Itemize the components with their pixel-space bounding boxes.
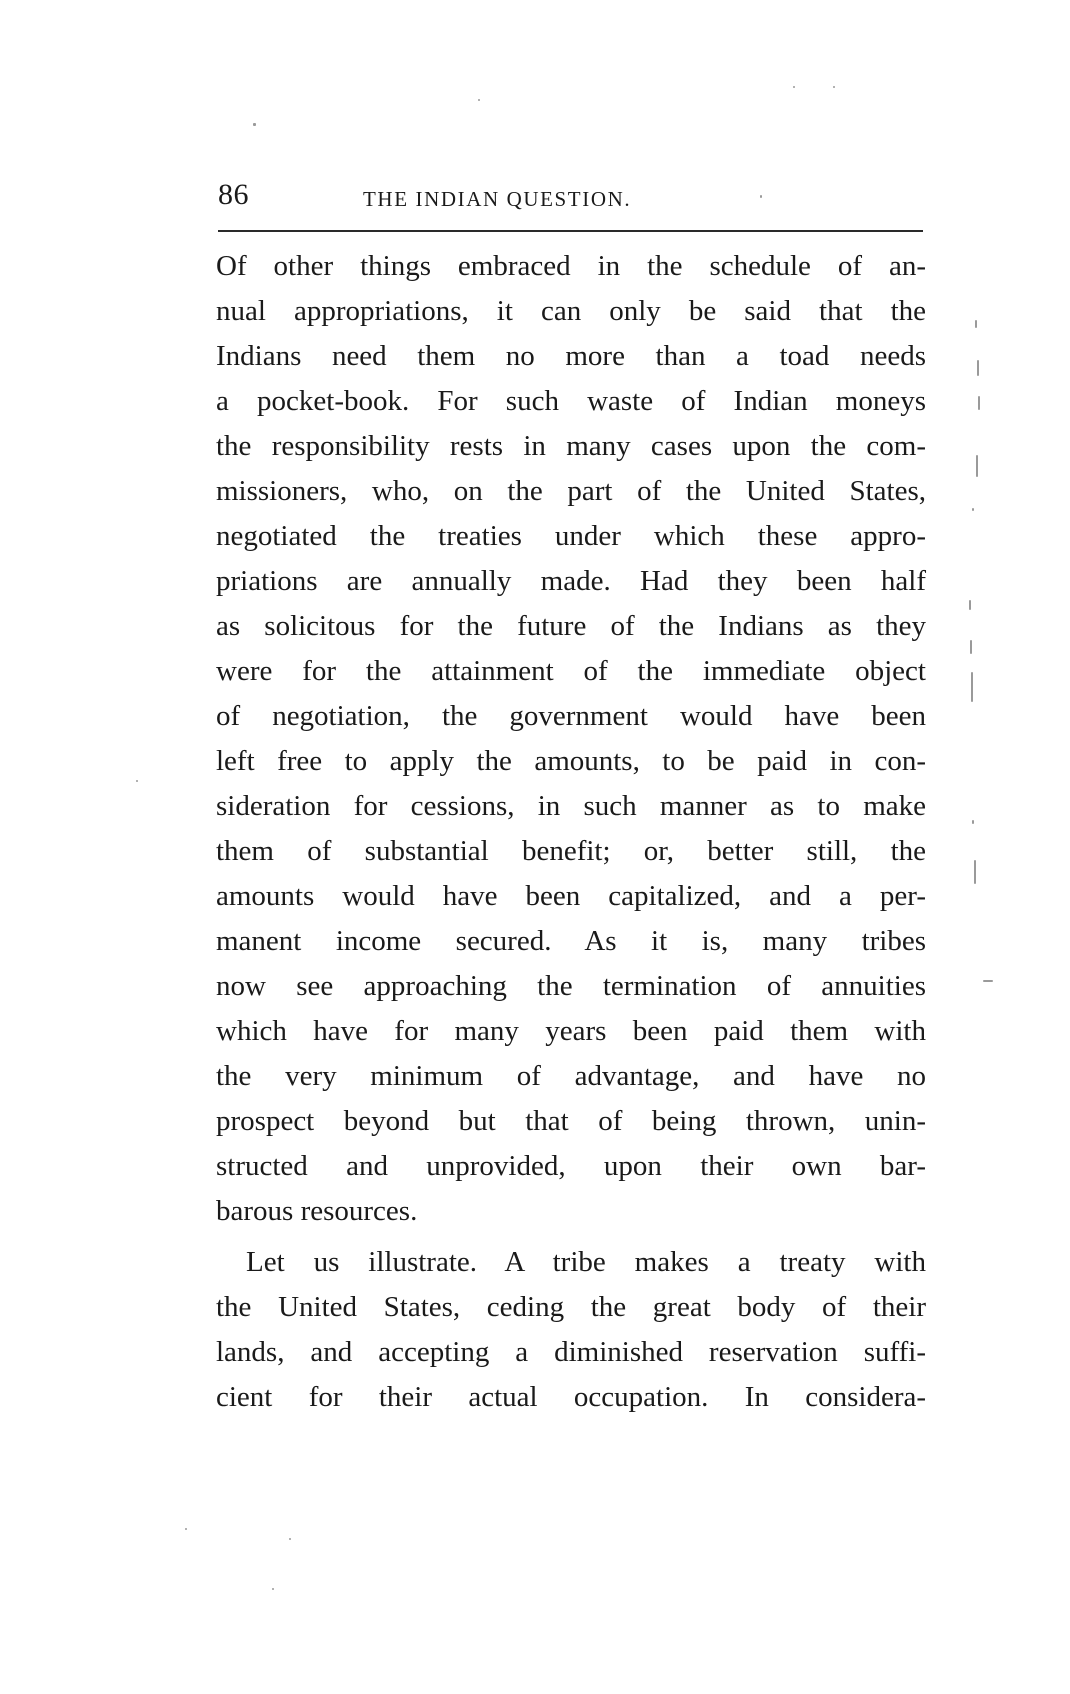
text-line: sideration for cessions, in such manner as to make [216,790,926,822]
text-line: now see approaching the termination of annuities [216,970,926,1002]
scan-speck [760,195,762,198]
scan-speck [253,123,256,126]
paragraph-1 [216,244,926,1234]
text-line: which have for many years been paid them with [216,1015,926,1047]
scan-speck [136,780,138,782]
text-line: missioners, who, on the part of the United States, [216,475,926,507]
paragraph-2 [216,1240,926,1420]
scan-speck [969,600,971,610]
scan-speck [289,1538,291,1540]
text-line: manent income secured. As it is, many tribes [216,925,926,957]
scan-speck [975,320,977,328]
page-header [218,178,924,218]
text-line: cient for their actual occupation. In considera- [216,1381,926,1413]
text-line: priations are annually made. Had they been half [216,565,926,597]
text-line: barous resources. [216,1195,418,1227]
text-line: left free to apply the amounts, to be paid in con- [216,745,926,777]
body-text [216,244,926,1420]
scan-speck [978,396,980,410]
text-line: them of substantial benefit; or, better still, the [216,835,926,867]
text-line: amounts would have been capitalized, and a per- [216,880,926,912]
text-line: prospect beyond but that of being thrown, unin- [216,1105,926,1137]
text-line: the responsibility rests in many cases upon the com- [216,430,926,462]
scan-speck [272,1588,274,1590]
text-line: the United States, ceding the great body of their [216,1291,926,1323]
text-line: a pocket-book. For such waste of Indian moneys [216,385,926,417]
scan-speck [972,820,974,824]
text-line: Let us illustrate. A tribe makes a treaty with [246,1246,926,1278]
text-line: of negotiation, the government would have been [216,700,926,732]
text-line: the very minimum of advantage, and have no [216,1060,926,1092]
scan-speck [977,360,979,376]
scan-speck [971,672,973,702]
scan-speck [833,86,835,88]
text-line: nual appropriations, it can only be said that the [216,295,926,327]
header-rule [218,230,923,232]
text-line: were for the attainment of the immediate object [216,655,926,687]
scan-speck [983,980,993,982]
text-line: lands, and accepting a diminished reservation suffi- [216,1336,926,1368]
text-line: Indians need them no more than a toad needs [216,340,926,372]
text-line: as solicitous for the future of the Indians as they [216,610,926,642]
scan-speck [970,640,972,654]
scan-speck [976,455,978,477]
running-head: THE INDIAN QUESTION. [363,187,632,211]
text-line: structed and unprovided, upon their own bar- [216,1150,926,1182]
page-number: 86 [218,178,249,211]
text-line: Of other things embraced in the schedule of an- [216,250,926,282]
scan-speck [974,860,976,884]
scan-speck [185,1528,187,1530]
scan-speck [793,86,795,88]
scan-speck [972,508,974,511]
text-line: negotiated the treaties under which these appro- [216,520,926,552]
scan-speck [478,99,480,101]
